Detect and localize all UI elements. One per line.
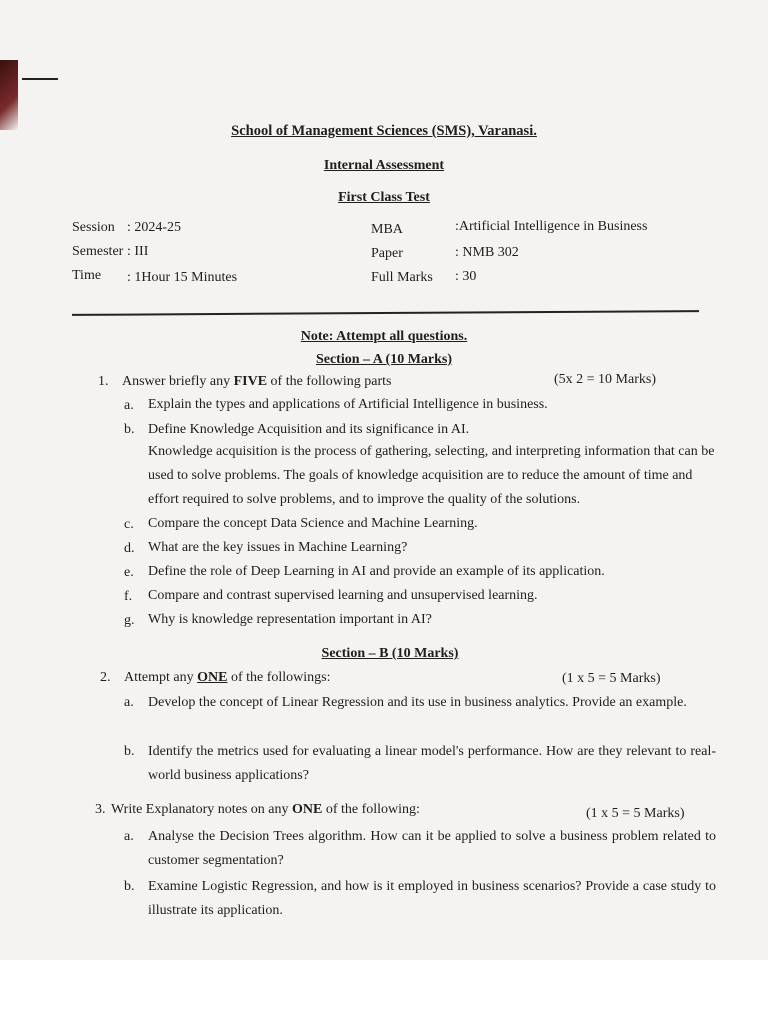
q1-part-g: Why is knowledge representation important in AI?: [148, 612, 432, 627]
q3-part-label: a.: [124, 829, 134, 844]
q1-part-c: Compare the concept Data Science and Machine Learning.: [148, 516, 478, 531]
session-label: Session: [72, 220, 115, 235]
q1-answer-b: Knowledge acquisition is the process of gathering, selecting, and interpreting information that can be used to solve problems. The goals of knowledge acquisition are to reduce the amount of time and effort required to solve problems, and to improve the quality of the solutions.: [148, 444, 715, 507]
program-label: MBA: [371, 222, 403, 237]
q1-part-f: Compare and contrast supervised learning and unsupervised learning.: [148, 588, 538, 603]
time-label: Time: [72, 268, 102, 283]
q1-part-label: b.: [124, 422, 135, 437]
q2-part-label: b.: [124, 744, 135, 759]
section-b-title: Section – B (10 Marks): [321, 646, 459, 661]
q1-part-label: a.: [124, 398, 134, 413]
q2-text: Attempt any ONE of the followings:: [124, 670, 331, 685]
q2-part-a: Develop the concept of Linear Regression and its use in business analytics. Provide an example.: [148, 695, 687, 710]
q3-number: 3.: [95, 802, 106, 817]
q3-part-a: Analyse the Decision Trees algorithm. How can it be applied to solve a business problem related to customer segmentation?: [148, 829, 716, 868]
semester-label: Semester: [72, 244, 124, 259]
q1-part-d: What are the key issues in Machine Learning?: [148, 540, 408, 555]
q1-part-b: Define Knowledge Acquisition and its significance in AI.: [148, 422, 470, 437]
session-value: : 2024-25: [127, 220, 182, 235]
q1-part-a: Explain the types and applications of Artificial Intelligence in business.: [148, 397, 548, 412]
paper-label: Paper: [371, 246, 403, 261]
page-bottom-margin: [0, 960, 768, 1024]
top-dash-mark: [22, 78, 58, 80]
q1-part-label: f.: [124, 589, 133, 604]
q1-part-label: d.: [124, 541, 135, 556]
q1-text: Answer briefly any FIVE of the following parts: [122, 374, 392, 389]
q1-part-label: e.: [124, 565, 134, 580]
marks-value: : 30: [455, 269, 477, 284]
q3-part-b: Examine Logistic Regression, and how is it employed in business scenarios? Provide a case study to illustrate its application.: [148, 879, 716, 918]
paper-value: : NMB 302: [455, 245, 519, 260]
q2-part-b: Identify the metrics used for evaluating a linear model's performance. How are they relevant to real-world business applications?: [148, 744, 716, 783]
section-a-title: Section – A (10 Marks): [315, 352, 453, 367]
program-value: :Artificial Intelligence in Business: [455, 219, 648, 234]
note-text: Note: Attempt all questions.: [300, 329, 468, 344]
q2-number: 2.: [100, 670, 111, 685]
q3-text: Write Explanatory notes on any ONE of the following:: [111, 802, 420, 817]
q1-number: 1.: [98, 374, 109, 389]
q1-part-label: g.: [124, 613, 135, 628]
semester-value: : III: [127, 244, 149, 259]
q2-marks: (1 x 5 = 5 Marks): [562, 671, 661, 686]
q2-part-label: a.: [124, 695, 134, 710]
q1-part-label: c.: [124, 517, 134, 532]
test-title: First Class Test: [338, 190, 430, 205]
marks-label: Full Marks: [371, 270, 433, 285]
q1-marks: (5x 2 = 10 Marks): [554, 372, 656, 387]
q1-part-e: Define the role of Deep Learning in AI and provide an example of its application.: [148, 564, 605, 579]
school-title: School of Management Sciences (SMS), Varanasi.: [231, 123, 537, 139]
q3-part-label: b.: [124, 879, 135, 894]
q3-marks: (1 x 5 = 5 Marks): [586, 806, 685, 821]
divider-line: [72, 310, 699, 315]
page-corner-shadow: [0, 60, 18, 130]
time-value: : 1Hour 15 Minutes: [127, 270, 238, 285]
assessment-title: Internal Assessment: [323, 158, 445, 173]
